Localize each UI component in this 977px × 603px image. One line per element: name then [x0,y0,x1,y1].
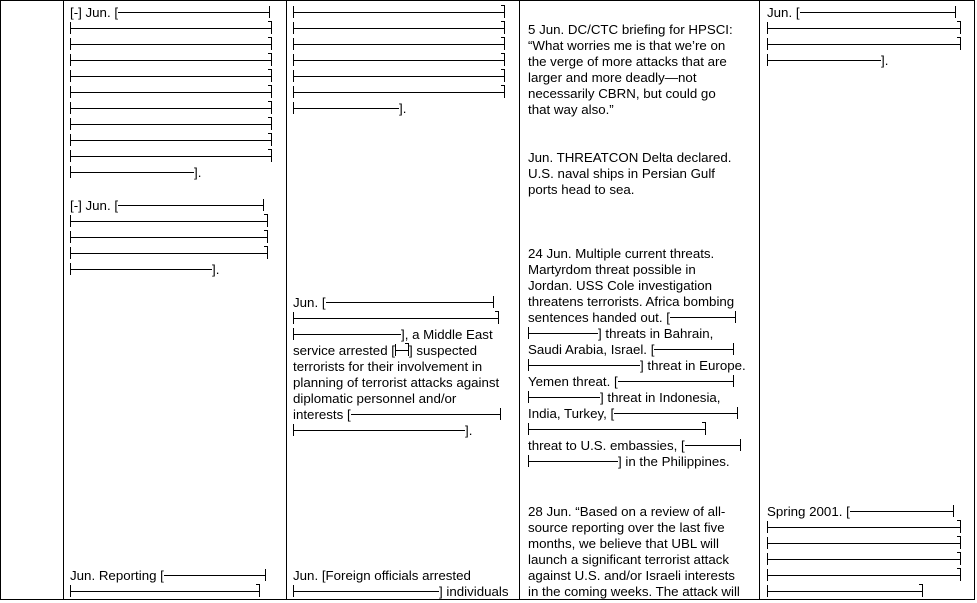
redaction [70,86,272,98]
table-border-top [0,0,975,1]
column-divider-1 [63,0,64,600]
col4-entry-ubl-assessment: 28 Jun. “Based on a review of all- source reporting over the last five months, we believe that UBL will launch a significant terrorist attack against U.S. and/or Israeli interests in the coming weeks. The attack will [528,504,740,599]
redaction [767,553,961,565]
redaction [293,6,505,18]
redaction [528,455,618,467]
redaction [326,296,494,308]
redaction [70,585,260,597]
redaction [70,118,272,130]
redaction [70,215,268,227]
redaction [528,327,598,339]
redaction [654,343,734,355]
redaction [293,328,401,340]
redaction [614,407,738,419]
column-divider-4 [759,0,760,600]
column-divider-2 [286,0,287,600]
redaction [293,86,505,98]
redaction [70,134,272,146]
redaction [767,537,961,549]
redaction [70,22,272,34]
redaction [293,22,505,34]
redaction [618,375,734,387]
redaction [685,439,741,451]
redaction [293,54,505,66]
redaction [767,54,881,66]
col2-entry-3: Jun. Reporting [ [70,568,266,600]
redaction [70,231,268,243]
redaction [70,38,272,50]
redaction [395,344,409,356]
redaction [118,6,270,18]
redaction [293,102,399,114]
redaction [293,585,439,597]
col4-entry-hpsci-briefing: 5 Jun. DC/CTC briefing for HPSCI: “What worries me is that we’re on the verge of more attacks that are larger and more deadly—not necessarily CBRN, but could go that way also.” [528,22,733,117]
redaction [70,247,268,259]
redaction [118,199,264,211]
redaction [293,38,505,50]
table-border-left [0,0,1,600]
redaction [528,359,640,371]
redaction [670,311,736,323]
redaction [293,312,499,324]
redaction [70,150,272,162]
col3-entry-1: ]. [293,5,505,117]
redaction [528,423,706,435]
col3-entry-3: Jun. [Foreign officials arrested ] individuals [293,568,509,599]
column-divider-3 [519,0,520,600]
redaction [70,263,212,275]
redaction [767,521,961,533]
redaction [767,585,923,597]
redaction [164,569,266,581]
table-border-right [974,0,975,600]
col3-entry-2: Jun. [ ], a Middle East service arrested [ ] suspected terrorists for their involvement in planning of terrorist attacks against diplomatic personnel and/or interests [ ]. [293,295,500,438]
redaction [70,166,194,178]
redaction [800,6,956,18]
redaction [70,54,272,66]
redaction [351,408,501,420]
col4-entry-threatcon: Jun. THREATCON Delta declared. U.S. naval ships in Persian Gulf ports head to sea. [528,150,732,197]
redaction [767,569,961,581]
redaction [767,38,961,50]
redaction [70,102,272,114]
redaction [767,22,961,34]
redaction [70,70,272,82]
col5-entry-spring-2001: Spring 2001. [ [767,504,961,600]
redaction [528,391,600,403]
col4-entry-multiple-threats: 24 Jun. Multiple current threats. Martyrdom threat possible in Jordan. USS Cole investigation threatens terrorists. Africa bombing sentences handed out. [ ] threats in Bahrain, Saudi Arabia, Israel. [ ] threat in Europe. Yemen threat. [ ] threat in Indonesia, India, Turkey, [ threat to U.S. embassies, [ ] in the Philippines. [528,246,746,469]
col5-entry-1: Jun. [ ]. [767,5,961,69]
redaction [850,505,954,517]
col2-entry-1: [-] Jun. [ ]. [70,5,272,181]
col2-entry-2: [-] Jun. [ ]. [70,198,268,278]
redaction [293,424,465,436]
redaction [293,70,505,82]
